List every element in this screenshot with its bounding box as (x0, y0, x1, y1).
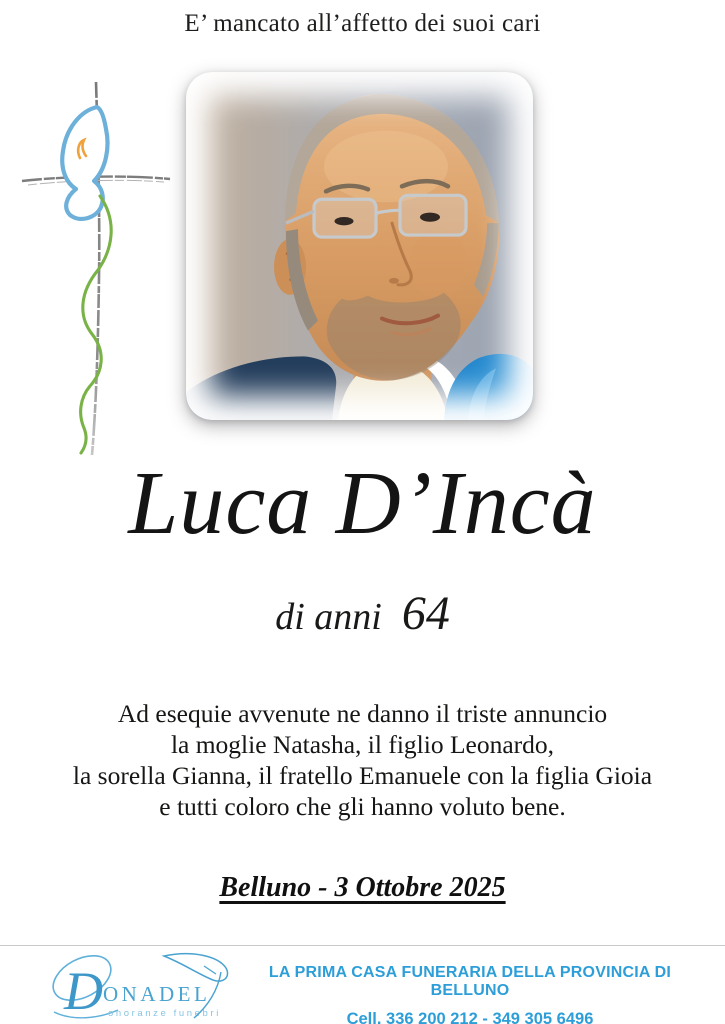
donadel-logo (46, 950, 241, 1022)
intro-line: E’ mancato all’affetto dei suoi cari (184, 10, 541, 37)
eye-right (420, 213, 440, 222)
portrait-illustration (186, 72, 533, 420)
logo-subtitle: onoranze funebri (108, 1008, 221, 1019)
announcement-line-1: Ad esequie avvenute ne danno il triste annuncio (117, 699, 608, 728)
age-label: di anni (275, 596, 382, 638)
age-value: 64 (401, 587, 450, 640)
logo-initial: D (64, 961, 103, 1021)
portrait-photo (186, 72, 533, 420)
announcement-text (0, 698, 725, 822)
place-date-line (0, 872, 725, 904)
announcement-line-4: e tutti coloro che gli hanno voluto bene. (159, 792, 566, 821)
footer-phone: Cell. 336 200 212 - 349 305 6496 (346, 1010, 594, 1024)
footer-tagline: LA PRIMA CASA FUNERARIA DELLA PROVINCIA DI BELLUNO (268, 964, 672, 999)
footer-contact (240, 964, 700, 1024)
announcement-line-2: la moglie Natasha, il figlio Leonardo, (170, 730, 555, 759)
calla-lily-outline (62, 107, 107, 219)
deceased-name: Luca D’Incà (128, 454, 597, 553)
cross-icon (12, 78, 180, 468)
cross-lily-vine-icon (12, 78, 180, 468)
place-date-text: Belluno - 3 Ottobre 2025 (219, 872, 506, 903)
announcement-line-3: la sorella Gianna, il fratello Emanuele con la figlia Gioia (72, 761, 653, 790)
footer (0, 946, 725, 1024)
logo-name: ONADEL (103, 982, 211, 1006)
age-line (0, 586, 725, 641)
eye-left (335, 217, 354, 225)
